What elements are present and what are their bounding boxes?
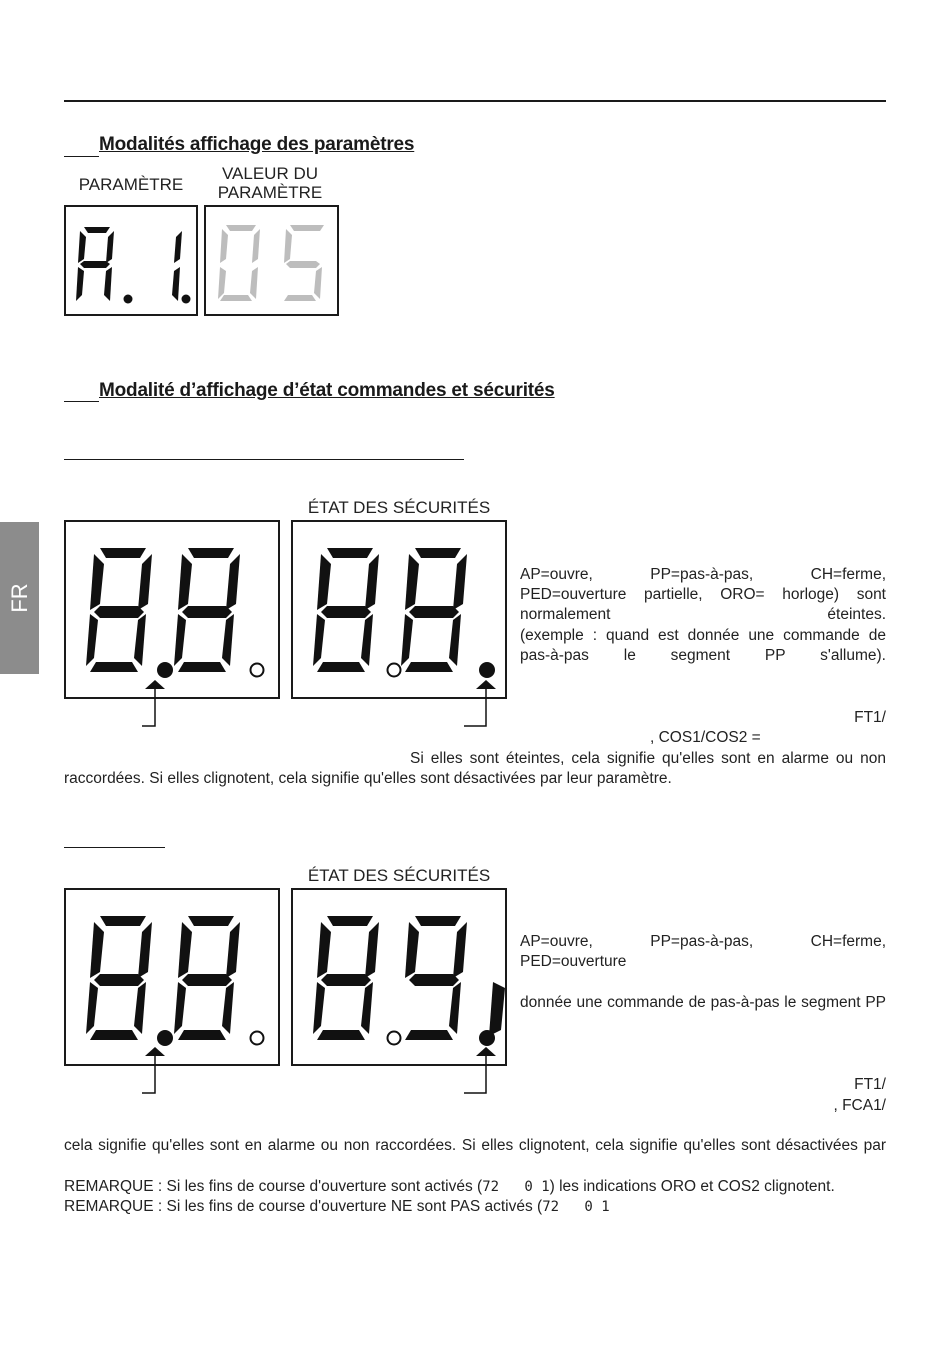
block1-commands-segments <box>66 522 282 701</box>
block2-pointer-left <box>140 1047 180 1097</box>
block1-example-text: (exemple : quand est donnée une commande de pas-à-pas le segment PP s'allume). <box>520 627 886 664</box>
remark-2 <box>64 1197 610 1217</box>
block2-safety-label: ÉTAT DES SÉCURITÉS <box>307 866 491 885</box>
block2-fca-text: , FCA1/ <box>833 1097 886 1114</box>
block2-divider <box>64 847 165 848</box>
section2-heading: Modalité d’affichage d’état commandes et sécurités <box>99 380 555 401</box>
block1-safety-label: ÉTAT DES SÉCURITÉS <box>307 498 491 517</box>
block2-fca1-label: FCA1 <box>406 993 418 1022</box>
block1-commands-display <box>64 520 280 699</box>
section1-heading-lead <box>64 156 99 157</box>
section2-heading-lead <box>64 401 99 402</box>
language-tab-label: FR <box>6 583 32 613</box>
block2-commands-segments <box>66 890 282 1068</box>
language-tab <box>0 522 39 674</box>
top-rule <box>64 100 886 102</box>
block1-alarm-line2: raccordées. Si elles clignotent, cela signifie qu'elles sont désactivées par leur paramètre. <box>64 770 672 787</box>
block2-ft1-text: FT1/ <box>854 1076 886 1093</box>
remark-2-code: 72 0 1 <box>542 1199 610 1215</box>
parameter-value-display <box>204 205 339 316</box>
block1-divider <box>64 459 464 460</box>
remark-1-prefix: REMARQUE : Si les fins de course d'ouverture sont activés ( <box>64 1178 483 1195</box>
remark-2-prefix: REMARQUE : Si les fins de course d'ouverture NE sont PAS activés ( <box>64 1198 543 1215</box>
label-parameter-value: VALEUR DU PARAMÈTRE <box>217 164 323 202</box>
block2-example-text: donnée une commande de pas-à-pas le segment PP <box>520 994 886 1011</box>
block2-commands-text: AP=ouvre, PP=pas-à-pas, CH=ferme, PED=ouverture <box>520 933 886 970</box>
block1-pointer-right <box>462 680 502 730</box>
block2-commands-display <box>64 888 280 1066</box>
block1-ft1-text: FT1/ <box>854 709 886 726</box>
block2-pointer-right <box>462 1047 502 1097</box>
block1-commands-text: AP=ouvre, PP=pas-à-pas, CH=ferme, PED=ouverture partielle, ORO= horloge) sont normalement éteintes. <box>520 566 886 623</box>
block2-safety-segments <box>293 890 509 1068</box>
block1-safety-segments <box>293 522 509 701</box>
block1-pointer-left <box>140 680 180 730</box>
block2-safety-display <box>291 888 507 1066</box>
label-parameter: PARAMÈTRE <box>78 175 184 194</box>
remark-1 <box>64 1177 835 1197</box>
block1-alarm-line1: Si elles sont éteintes, cela signifie qu'elles sont en alarme ou non <box>410 750 886 767</box>
value-digits-05 <box>206 207 341 318</box>
remark-1-code: 72 0 1 <box>482 1179 550 1195</box>
block1-cos-text: , COS1/COS2 = <box>650 729 761 746</box>
block2-alarm-text: cela signifie qu'elles sont en alarme ou non raccordées. Si elles clignotent, cela signifie qu'elles sont désactivées par <box>64 1137 886 1154</box>
parameter-digits-a1 <box>66 207 200 318</box>
block1-safety-display <box>291 520 507 699</box>
remark-1-suffix: ) les indications ORO et COS2 clignotent. <box>549 1178 835 1195</box>
parameter-display <box>64 205 198 316</box>
section1-heading: Modalités affichage des paramètres <box>99 134 415 155</box>
